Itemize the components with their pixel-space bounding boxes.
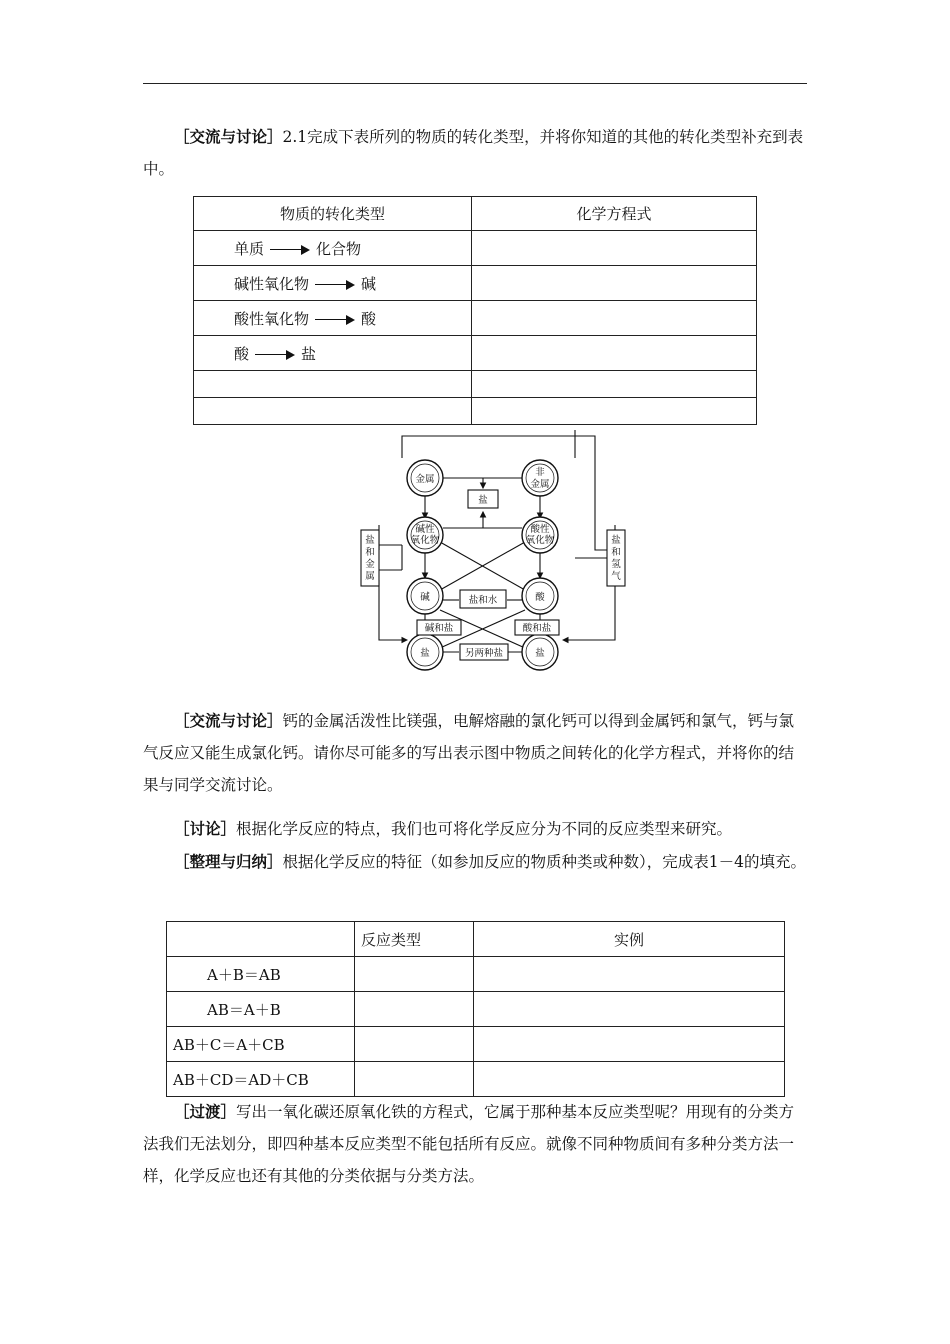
acid-label: 酸 (535, 592, 545, 603)
two-salts-label: 另两种盐 (464, 648, 504, 659)
nonmetal-label: 非 (535, 467, 545, 478)
header-cell: 实例 (474, 922, 785, 957)
substance-conversion-diagram (355, 430, 635, 672)
left-connector (379, 545, 402, 570)
conversion-cell[interactable] (194, 398, 472, 425)
reaction-type-table (166, 921, 785, 1097)
basic-oxide-to-salt (443, 512, 483, 528)
conversion-cell: 酸 盐 (194, 336, 472, 371)
header-cell: 化学方程式 (472, 197, 757, 231)
conversion-cell[interactable] (194, 371, 472, 398)
table-header-row (194, 197, 757, 231)
section-tag: ［整理与归纳］ (174, 852, 283, 871)
basic-oxide-label: 氧化物 (410, 535, 440, 546)
paragraph-discussion-2 (143, 705, 807, 801)
header-rule (143, 83, 807, 84)
acidic-oxide-label: 酸性 (530, 524, 550, 535)
paragraph-text: 根据化学反应的特点，我们也可将化学反应分为不同的反应类型来研究。 (236, 820, 733, 838)
paragraph-summary (143, 846, 807, 878)
arrow-right-icon (315, 280, 355, 290)
conversion-type-table (193, 196, 757, 425)
table-row (194, 301, 757, 336)
reaction-type-cell[interactable] (355, 992, 474, 1027)
reaction-type-cell[interactable] (355, 1027, 474, 1062)
conversion-cell: 酸性氧化物 酸 (194, 301, 472, 336)
paragraph-text: 2.1完成下表所列的物质的转化类型，并将你知道的其他的转化类型补充到表中。 (143, 128, 804, 178)
reaction-type-cell[interactable] (355, 1062, 474, 1097)
table-header-row (167, 922, 785, 957)
base-label: 碱 (420, 592, 430, 603)
salt-water-label: 盐和水 (468, 595, 498, 606)
outer-loop-line (402, 436, 575, 458)
reaction-formula-cell: AB＝A＋B (167, 992, 355, 1027)
salt-right-label: 盐 (535, 648, 545, 659)
example-cell[interactable] (474, 957, 785, 992)
table-row (167, 992, 785, 1027)
arrow-right-icon (315, 315, 355, 325)
example-cell[interactable] (474, 1062, 785, 1097)
side-left-label: 和 (365, 547, 375, 558)
base-salt-label: 碱和盐 (424, 623, 454, 634)
side-right-label: 气 (611, 571, 621, 582)
conversion-cell: 碱性氧化物 碱 (194, 266, 472, 301)
basic-oxide-label: 碱性 (415, 524, 435, 535)
section-tag: ［过渡］ (174, 1102, 237, 1121)
header-cell: 反应类型 (355, 922, 474, 957)
equation-cell[interactable] (472, 371, 757, 398)
salt-left-label: 盐 (420, 648, 430, 659)
reaction-type-cell[interactable] (355, 957, 474, 992)
table-row-empty (194, 371, 757, 398)
side-left-label: 属 (365, 571, 375, 582)
paragraph-transition (143, 1096, 807, 1192)
right-to-salt-line (563, 580, 615, 640)
metal-to-salt (443, 478, 483, 488)
table-row (194, 336, 757, 371)
table-row (167, 1027, 785, 1062)
side-right-label: 氢 (611, 559, 621, 570)
paragraph-discussion-3 (143, 813, 807, 845)
section-tag: ［讨论］ (174, 819, 237, 838)
paragraph-text: 钙的金属活泼性比镁强，电解熔融的氯化钙可以得到金属钙和氯气，钙与氯气反应又能生成氯化钙。请你尽可能多的写出表示图中物质之间转化的化学方程式，并将你的结果与同学交流讨论。 (143, 712, 795, 794)
equation-cell[interactable] (472, 398, 757, 425)
nonmetal-node (522, 460, 558, 496)
equation-cell[interactable] (472, 301, 757, 336)
equation-cell[interactable] (472, 336, 757, 371)
reaction-formula-cell: AB＋C＝A＋CB (167, 1027, 355, 1062)
acidic-oxide-label: 氧化物 (525, 535, 555, 546)
table-row (194, 266, 757, 301)
table-row-empty (194, 398, 757, 425)
table-row (194, 231, 757, 266)
nonmetal-label: 金属 (530, 479, 550, 490)
conversion-cell: 单质 化合物 (194, 231, 472, 266)
reaction-formula-cell: AB＋CD＝AD＋CB (167, 1062, 355, 1097)
side-right-label: 和 (611, 547, 621, 558)
arrow-right-icon (255, 350, 295, 360)
paragraph-text: 写出一氧化碳还原氧化铁的方程式，它属于那种基本反应类型呢？用现有的分类方法我们无法划分，即四种基本反应类型不能包括所有反应。就像不同种物质间有多种分类方法一样，化学反应也还有其他的分类依据与分类方法。 (143, 1103, 795, 1185)
side-left-label: 金 (365, 559, 375, 570)
section-tag: ［交流与讨论］ (174, 127, 283, 146)
left-to-salt-line (379, 580, 407, 640)
example-cell[interactable] (474, 992, 785, 1027)
header-cell: 物质的转化类型 (194, 197, 472, 231)
acid-salt-label: 酸和盐 (522, 623, 552, 634)
side-left-label: 盐 (365, 535, 375, 546)
equation-cell[interactable] (472, 266, 757, 301)
equation-cell[interactable] (472, 231, 757, 266)
reaction-formula-cell: A＋B＝AB (167, 957, 355, 992)
section-tag: ［交流与讨论］ (174, 711, 283, 730)
paragraph-discussion-1 (143, 121, 807, 185)
paragraph-text: 根据化学反应的特征（如参加反应的物质种类或种数），完成表1－4的填充。 (282, 853, 806, 871)
table-row (167, 1062, 785, 1097)
metal-label: 金属 (415, 474, 435, 485)
table-row (167, 957, 785, 992)
header-cell (167, 922, 355, 957)
arrow-right-icon (270, 245, 310, 255)
side-right-label: 盐 (611, 535, 621, 546)
example-cell[interactable] (474, 1027, 785, 1062)
salt-top-label: 盐 (478, 495, 488, 506)
